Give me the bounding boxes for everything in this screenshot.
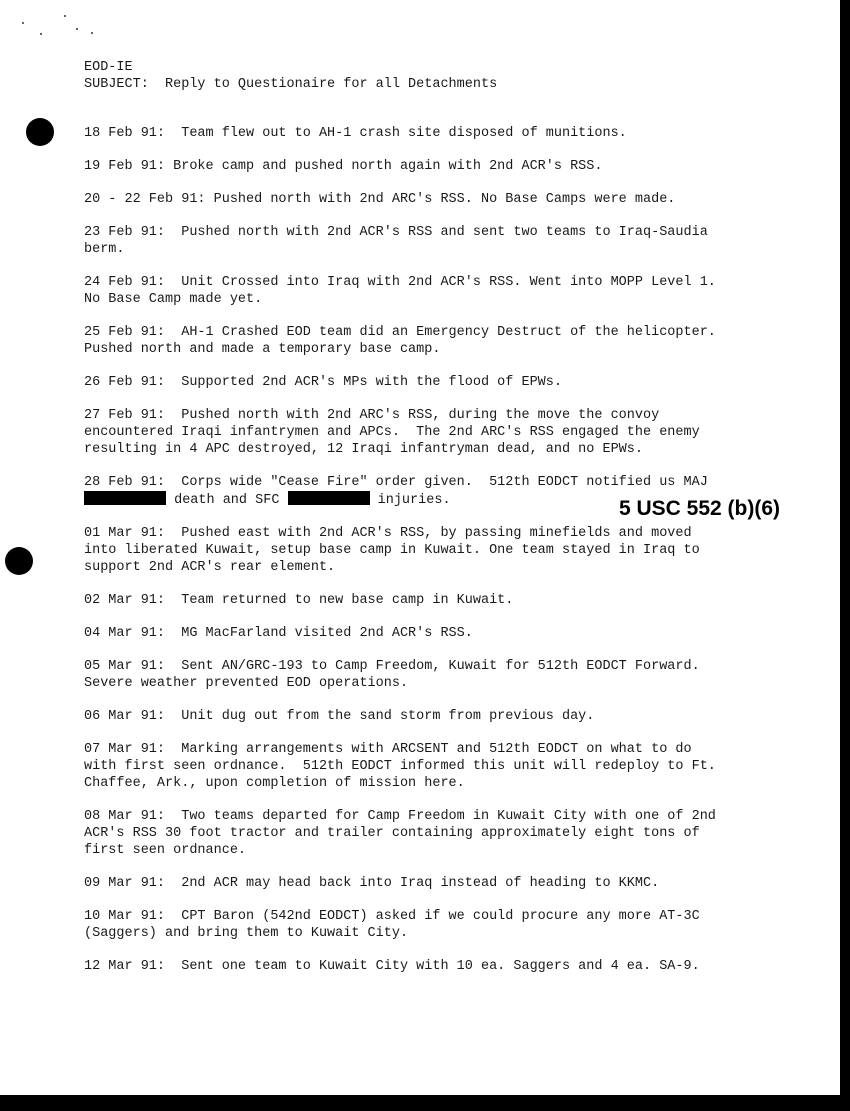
- log-entry-line: Pushed north and made a temporary base camp.: [84, 342, 441, 357]
- punch-hole: [5, 547, 33, 575]
- log-entry-line: 20 - 22 Feb 91: Pushed north with 2nd ARC's RSS. No Base Camps were made.: [84, 192, 676, 207]
- log-entry-line: 06 Mar 91: Unit dug out from the sand storm from previous day.: [84, 709, 595, 724]
- log-entry: [84, 374, 744, 391]
- log-entry-line: 28 Feb 91: Corps wide "Cease Fire" order given. 512th EODCT notified us MAJ: [84, 475, 708, 490]
- log-entry-line: 19 Feb 91: Broke camp and pushed north again with 2nd ACR's RSS.: [84, 159, 603, 174]
- log-entry-line: (Saggers) and bring them to Kuwait City.: [84, 926, 409, 941]
- subject-line: SUBJECT: Reply to Questionaire for all Detachments: [84, 77, 498, 92]
- scan-speck: [76, 28, 78, 30]
- log-entry-line: 01 Mar 91: Pushed east with 2nd ACR's RSS, by passing minefields and moved: [84, 526, 692, 541]
- redaction-box: [84, 491, 166, 505]
- log-entry-line: first seen ordnance.: [84, 843, 247, 858]
- log-entry-line: 12 Mar 91: Sent one team to Kuwait City with 10 ea. Saggers and 4 ea. SA-9.: [84, 959, 700, 974]
- log-entry-line: 27 Feb 91: Pushed north with 2nd ARC's RSS, during the move the convoy: [84, 408, 660, 423]
- log-entry: [84, 407, 744, 458]
- log-entry: [84, 958, 744, 975]
- log-entry: [84, 191, 744, 208]
- log-entry-line: 07 Mar 91: Marking arrangements with ARCSENT and 512th EODCT on what to do: [84, 742, 692, 757]
- log-entry: [84, 158, 744, 175]
- log-entry-line: 23 Feb 91: Pushed north with 2nd ACR's RSS and sent two teams to Iraq-Saudia: [84, 225, 708, 240]
- log-entry-line: 26 Feb 91: Supported 2nd ACR's MPs with the flood of EPWs.: [84, 375, 562, 390]
- log-entry-line: 25 Feb 91: AH-1 Crashed EOD team did an Emergency Destruct of the helicopter.: [84, 325, 716, 340]
- log-entry-line: 02 Mar 91: Team returned to new base camp in Kuwait.: [84, 593, 514, 608]
- log-entry-line: resulting in 4 APC destroyed, 12 Iraqi infantryman dead, and no EPWs.: [84, 442, 643, 457]
- log-entry: [84, 324, 744, 358]
- log-entry: [84, 808, 744, 859]
- log-entry-line: 18 Feb 91: Team flew out to AH-1 crash site disposed of munitions.: [84, 126, 627, 141]
- scan-edge-right: [840, 0, 850, 1111]
- log-entry-line: Chaffee, Ark., upon completion of mission here.: [84, 776, 465, 791]
- log-entry-line: into liberated Kuwait, setup base camp in Kuwait. One team stayed in Iraq to: [84, 543, 700, 558]
- log-entry: [84, 908, 744, 942]
- log-entry: [84, 625, 744, 642]
- log-entry: [84, 525, 744, 576]
- log-entry-line: ACR's RSS 30 foot tractor and trailer containing approximately eight tons of: [84, 826, 700, 841]
- foia-exemption-stamp: 5 USC 552 (b)(6): [619, 497, 781, 520]
- log-entry-line: 24 Feb 91: Unit Crossed into Iraq with 2nd ACR's RSS. Went into MOPP Level 1.: [84, 275, 716, 290]
- log-entry-line: with first seen ordnance. 512th EODCT informed this unit will redeploy to Ft.: [84, 759, 716, 774]
- log-entry-text: death and SFC: [166, 493, 288, 508]
- log-entry: [84, 224, 744, 258]
- log-entries: [84, 125, 744, 991]
- log-entry-line: 05 Mar 91: Sent AN/GRC-193 to Camp Freedom, Kuwait for 512th EODCT Forward.: [84, 659, 700, 674]
- scan-edge-bottom: [0, 1095, 850, 1111]
- log-entry-line: support 2nd ACR's rear element.: [84, 560, 336, 575]
- log-entry-line: encountered Iraqi infantrymen and APCs. The 2nd ARC's RSS engaged the enemy: [84, 425, 700, 440]
- log-entry-text: injuries.: [369, 493, 451, 508]
- log-entry: [84, 708, 744, 725]
- log-entry-line: No Base Camp made yet.: [84, 292, 263, 307]
- memo-header: [84, 59, 497, 93]
- log-entry-line: 04 Mar 91: MG MacFarland visited 2nd ACR's RSS.: [84, 626, 473, 641]
- log-entry-line: Severe weather prevented EOD operations.: [84, 676, 409, 691]
- log-entry-line: 10 Mar 91: CPT Baron (542nd EODCT) asked if we could procure any more AT-3C: [84, 909, 700, 924]
- log-entry: [84, 741, 744, 792]
- log-entry-line: 09 Mar 91: 2nd ACR may head back into Iraq instead of heading to KKMC.: [84, 876, 660, 891]
- log-entry: [84, 125, 744, 142]
- scan-speck: [91, 32, 93, 34]
- redaction-box: [288, 491, 370, 505]
- log-entry: [84, 274, 744, 308]
- log-entry: [84, 592, 744, 609]
- scan-speck: [40, 33, 42, 35]
- log-entry-line: 08 Mar 91: Two teams departed for Camp Freedom in Kuwait City with one of 2nd: [84, 809, 716, 824]
- log-entry-line: berm.: [84, 242, 125, 257]
- log-entry: [84, 658, 744, 692]
- office-symbol: EOD-IE: [84, 60, 133, 75]
- scan-speck: [64, 15, 66, 17]
- scan-speck: [22, 22, 24, 24]
- punch-hole: [26, 118, 54, 146]
- log-entry: [84, 875, 744, 892]
